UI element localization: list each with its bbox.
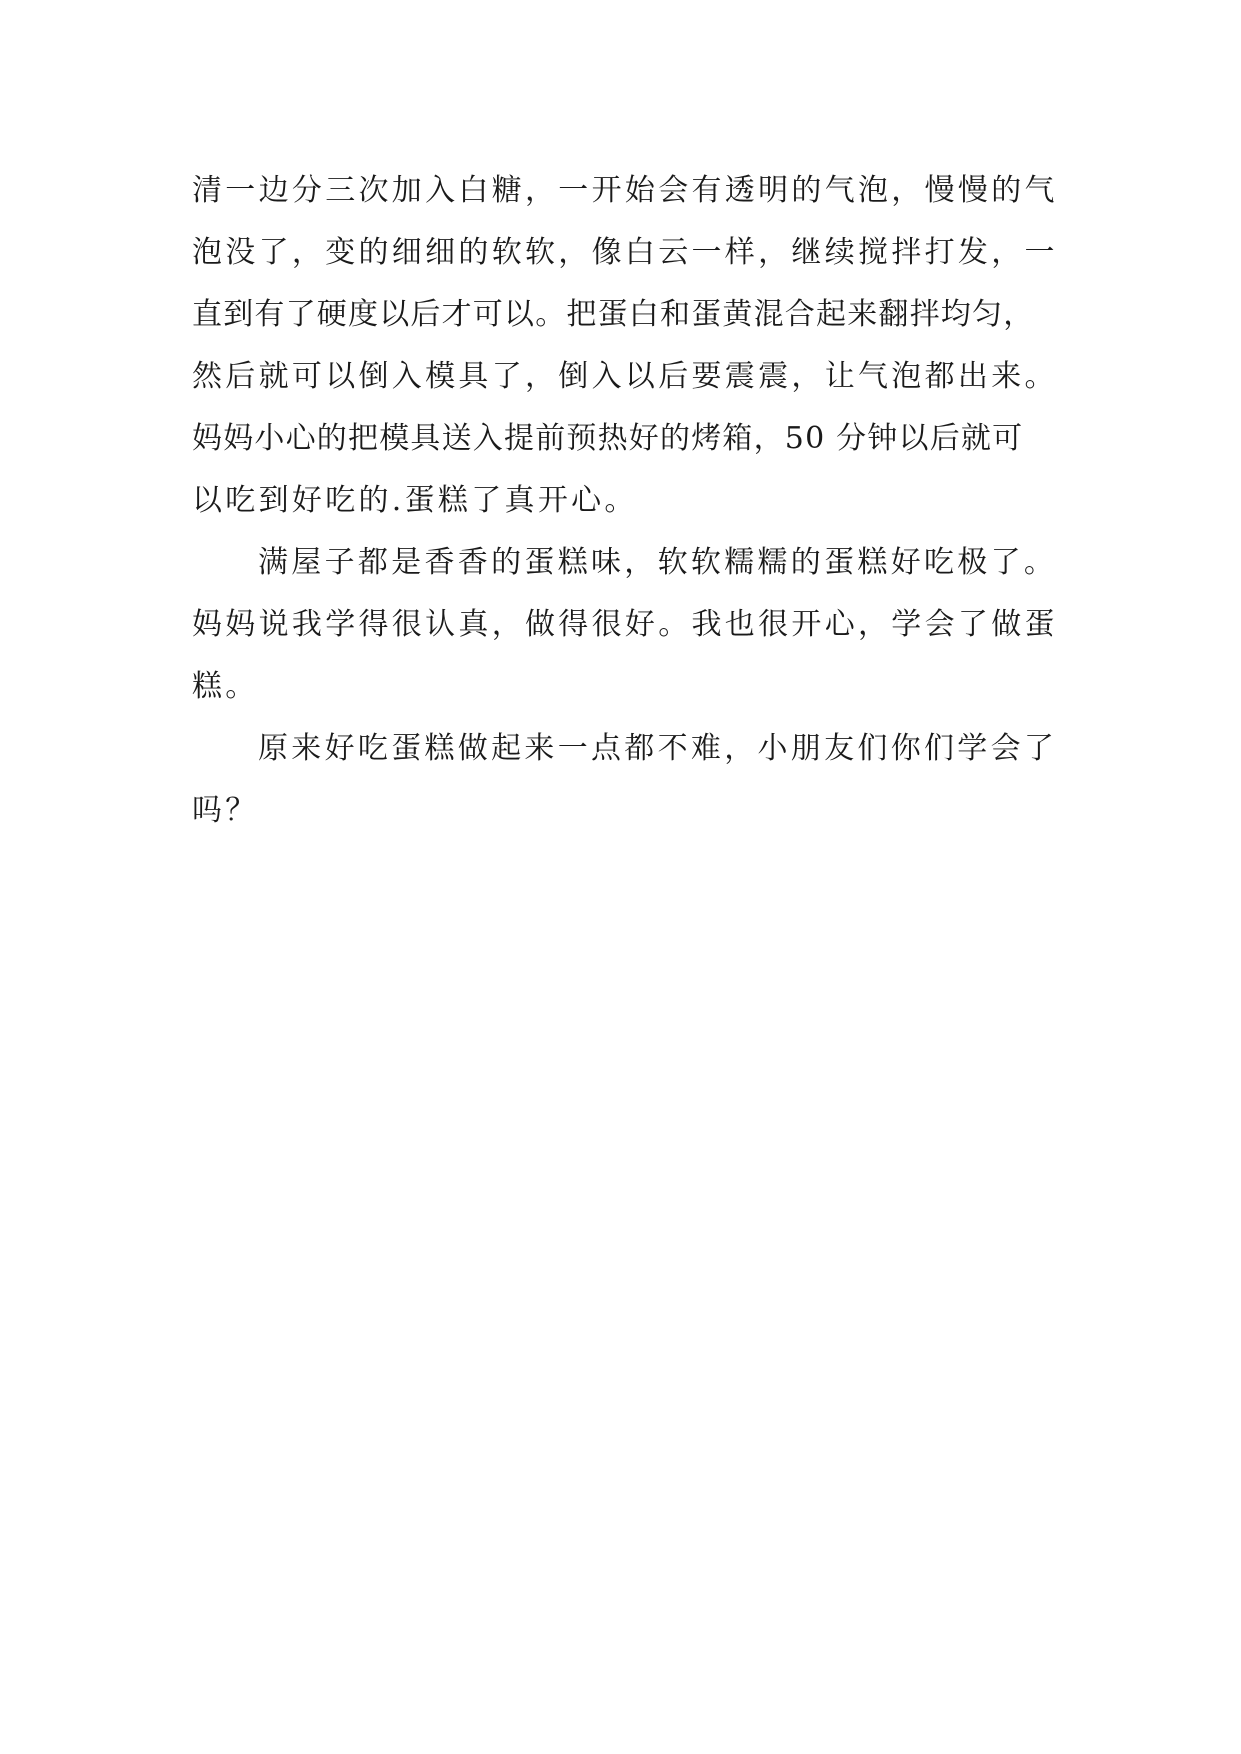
- paragraph-line: 清一边分三次加入白糖，一开始会有透明的气泡，慢慢的气: [192, 173, 1058, 208]
- paragraph-2: [192, 532, 1092, 718]
- paragraph-3: [192, 718, 1092, 842]
- paragraph-1: [192, 160, 1092, 532]
- paragraph-line: 然后就可以倒入模具了，倒入以后要震震，让气泡都出来。: [192, 359, 1058, 394]
- paragraph-line: 吗？: [192, 793, 259, 828]
- paragraph-line: 直到有了硬度以后才可以。把蛋白和蛋黄混合起来翻拌均匀，: [192, 297, 1035, 332]
- paragraph-line: 满屋子都是香香的蛋糕味，软软糯糯的蛋糕好吃极了。: [258, 545, 1058, 580]
- paragraph-line: 泡没了，变的细细的软软，像白云一样，继续搅拌打发，一: [192, 235, 1058, 270]
- paragraph-line: 妈妈小心的把模具送入提前预热好的烤箱，50 分钟以后就可: [192, 421, 1024, 456]
- document-body: [192, 160, 1092, 842]
- paragraph-line: 以吃到好吃的.蛋糕了真开心。: [192, 483, 638, 518]
- paragraph-line: 原来好吃蛋糕做起来一点都不难，小朋友们你们学会了: [258, 731, 1058, 766]
- paragraph-line: 妈妈说我学得很认真，做得很好。我也很开心，学会了做蛋: [192, 607, 1058, 642]
- paragraph-line: 糕。: [192, 669, 259, 704]
